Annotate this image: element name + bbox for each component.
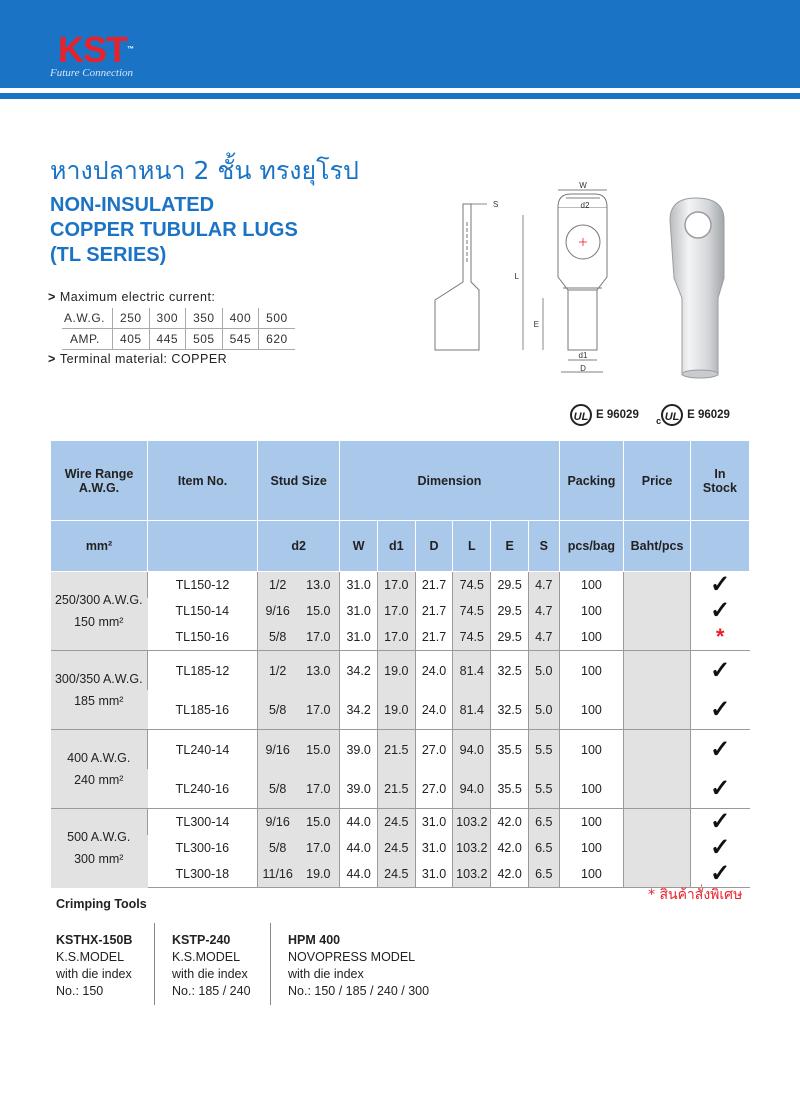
stud-size: 1/2 [258, 572, 298, 599]
D-value: 21.7 [415, 572, 453, 599]
special-order-note: * สินค้าสั่งพิเศษ [648, 887, 743, 903]
sub-L: L [453, 521, 491, 572]
d1-value: 17.0 [378, 572, 416, 599]
price-value [624, 624, 691, 651]
divider [154, 923, 155, 1005]
d2-value: 17.0 [297, 624, 340, 651]
wire-range-cell [51, 572, 148, 651]
S-value: 5.5 [528, 769, 559, 809]
S-value: 5.5 [528, 730, 559, 770]
col-packing: Packing [559, 441, 624, 521]
amp-label: AMP. [62, 329, 113, 350]
S-value: 4.7 [528, 598, 559, 624]
cul-file-number: E 96029 [687, 409, 730, 421]
table-row [51, 572, 750, 599]
awg-value: 300 [149, 308, 186, 329]
col-in-stock: In Stock [690, 441, 749, 521]
d1-label: d1 [578, 351, 588, 360]
check-icon: ✓ [710, 597, 731, 624]
mm2-text: 300 mm² [74, 852, 124, 867]
price-value [624, 598, 691, 624]
awg-text: 400 A.W.G. [67, 751, 131, 765]
awg-text: 500 A.W.G. [67, 830, 131, 845]
tool-name: HPM 400 [288, 933, 341, 947]
amp-value: 545 [222, 329, 259, 350]
col-price: Price [624, 441, 691, 521]
check-icon: ✓ [710, 774, 731, 802]
title-line-3: (TL SERIES) [50, 244, 167, 266]
tagline: Future Connection [50, 67, 133, 79]
mm2-text: 240 mm² [74, 773, 124, 787]
product-table [50, 440, 750, 888]
sub-d2: d2 [258, 521, 340, 572]
w-label: W [579, 182, 587, 190]
E-value: 42.0 [491, 835, 529, 861]
d2-value: 15.0 [297, 809, 340, 836]
stud-size: 5/8 [258, 690, 298, 730]
tool-name: KSTHX-150B [56, 933, 133, 947]
e-label: E [533, 320, 539, 329]
item-no: TL185-16 [148, 690, 258, 730]
stud-size: 5/8 [258, 835, 298, 861]
table-row [51, 690, 750, 730]
d1-value: 24.5 [378, 809, 416, 836]
d1-value: 17.0 [378, 598, 416, 624]
w-value: 44.0 [340, 861, 378, 888]
lug-technical-drawing [425, 182, 625, 377]
product-title [50, 193, 298, 268]
w-value: 34.2 [340, 690, 378, 730]
amp-value: 505 [186, 329, 223, 350]
sub-S: S [528, 521, 559, 572]
packing-value: 100 [559, 572, 624, 599]
L-value: 74.5 [453, 572, 491, 599]
S-value: 6.5 [528, 835, 559, 861]
subheader-row [51, 521, 750, 572]
L-value: 103.2 [453, 809, 491, 836]
tool-die: with die index [56, 967, 132, 981]
w-value: 44.0 [340, 809, 378, 836]
awg-row [62, 308, 295, 329]
stock-check-icon [690, 651, 749, 691]
tool-model: NOVOPRESS MODEL [288, 950, 416, 964]
w-value: 39.0 [340, 769, 378, 809]
packing-value: 100 [559, 835, 624, 861]
w-value: 31.0 [340, 598, 378, 624]
amp-row [62, 329, 295, 350]
stud-size: 9/16 [258, 809, 298, 836]
w-value: 44.0 [340, 835, 378, 861]
material-label [48, 352, 227, 366]
L-value: 74.5 [453, 624, 491, 651]
S-value: 5.0 [528, 690, 559, 730]
E-value: 29.5 [491, 598, 529, 624]
ul-certifications [570, 404, 730, 426]
d1-value: 19.0 [378, 690, 416, 730]
L-value: 81.4 [453, 690, 491, 730]
s-label: S [493, 200, 499, 209]
L-value: 74.5 [453, 598, 491, 624]
S-value: 5.0 [528, 651, 559, 691]
D-value: 21.7 [415, 598, 453, 624]
packing-value: 100 [559, 690, 624, 730]
tool-die: with die index [172, 967, 248, 981]
amp-value: 445 [149, 329, 186, 350]
col-stud-size: Stud Size [258, 441, 340, 521]
c-mark: c [656, 416, 662, 426]
check-icon: ✓ [710, 860, 731, 887]
thai-title: หางปลาหนา 2 ชั้น ทรงยุโรป [50, 156, 359, 185]
packing-value: 100 [559, 769, 624, 809]
d1-value: 17.0 [378, 624, 416, 651]
check-icon: ✓ [710, 571, 731, 598]
sub-w: W [340, 521, 378, 572]
w-value: 34.2 [340, 651, 378, 691]
check-icon: ✓ [710, 834, 731, 861]
S-value: 4.7 [528, 624, 559, 651]
awg-value: 400 [222, 308, 259, 329]
price-value [624, 809, 691, 836]
l-label: L [514, 272, 519, 281]
sub-E: E [491, 521, 529, 572]
awg-value: 250 [113, 308, 150, 329]
crimping-tool [172, 932, 251, 1000]
crimping-tool [56, 932, 132, 1000]
col-item-no: Item No. [148, 441, 258, 521]
item-no: TL300-16 [175, 841, 230, 855]
max-current-label [48, 290, 215, 304]
arrow-icon: > [48, 352, 56, 366]
E-value: 32.5 [491, 651, 529, 691]
item-no: TL300-18 [148, 861, 258, 888]
d2-value: 15.0 [297, 598, 340, 624]
d1-value: 21.5 [378, 730, 416, 770]
stock-check-icon [690, 598, 749, 624]
crimping-tool [288, 932, 429, 1000]
item-no: TL240-14 [148, 730, 258, 770]
packing-value: 100 [559, 624, 624, 651]
stock-check-icon [690, 835, 749, 861]
E-value: 35.5 [491, 730, 529, 770]
kst-logo [58, 29, 133, 70]
arrow-icon: > [48, 290, 56, 304]
D-value: 24.0 [415, 651, 453, 691]
check-icon: ✓ [710, 808, 731, 835]
w-value: 31.0 [340, 572, 378, 599]
d2-value: 17.0 [297, 769, 340, 809]
D-value: 31.0 [415, 835, 453, 861]
divider [270, 923, 271, 1005]
E-value: 32.5 [491, 690, 529, 730]
sub-empty [148, 521, 258, 572]
price-value [624, 572, 691, 599]
D-value: 21.7 [415, 624, 453, 651]
sub-D: D [415, 521, 453, 572]
L-value: 94.0 [453, 769, 491, 809]
header-divider [0, 93, 800, 99]
tool-name: KSTP-240 [172, 933, 231, 947]
check-icon: ✓ [710, 695, 731, 723]
table-row [51, 730, 750, 770]
awg-label: A.W.G. [62, 308, 113, 329]
stock-check-icon [690, 809, 749, 836]
S-value: 6.5 [528, 809, 559, 836]
current-table [62, 308, 295, 350]
L-value: 103.2 [453, 835, 491, 861]
table-row [51, 651, 750, 691]
w-value: 31.0 [340, 624, 378, 651]
awg-text: 250/300 A.W.G. [54, 593, 143, 607]
D-value: 31.0 [415, 809, 453, 836]
w-value: 39.0 [340, 730, 378, 770]
d2-value: 17.0 [297, 835, 340, 861]
stud-size: 11/16 [258, 861, 298, 888]
d2-value: 13.0 [297, 572, 340, 599]
packing-value: 100 [559, 651, 624, 691]
title-line-1: NON-INSULATED [50, 194, 215, 216]
ul-file-number: E 96029 [596, 409, 639, 421]
D-value: 31.0 [415, 861, 453, 888]
material-text: Terminal material: COPPER [59, 352, 228, 366]
d1-value: 24.5 [378, 835, 416, 861]
stud-size: 5/8 [258, 624, 298, 651]
E-value: 42.0 [491, 809, 529, 836]
col-dimension: Dimension [340, 441, 559, 521]
stock-check-icon [690, 730, 749, 770]
stock-check-icon [690, 690, 749, 730]
tool-die-no: No.: 150 / 185 / 240 / 300 [288, 984, 430, 998]
trademark: ™ [127, 46, 133, 53]
d1-value: 21.5 [378, 769, 416, 809]
table-row [51, 598, 750, 624]
sub-d1: d1 [378, 521, 416, 572]
item-no: TL240-16 [148, 769, 258, 809]
ul-logo-icon: UL [570, 404, 592, 426]
check-icon: ✓ [710, 735, 731, 763]
table-row [51, 861, 750, 888]
item-no: TL185-12 [148, 651, 258, 691]
sub-mm2: mm² [51, 521, 148, 572]
logo-text: KST [58, 29, 127, 70]
d2-value: 15.0 [297, 730, 340, 770]
crimping-tools-title: Crimping Tools [56, 897, 147, 911]
E-value: 42.0 [491, 861, 529, 888]
awg-value: 350 [186, 308, 223, 329]
awg-text: 300/350 A.W.G. [54, 672, 143, 686]
L-value: 94.0 [453, 730, 491, 770]
col-wire-range: Wire Range A.W.G. [51, 441, 148, 521]
price-value [624, 769, 691, 809]
tool-model: K.S.MODEL [172, 950, 241, 964]
header-row [51, 441, 750, 521]
lug-photo [660, 190, 750, 380]
d2-label: d2 [580, 201, 590, 210]
d2-value: 19.0 [297, 861, 340, 888]
packing-value: 100 [559, 598, 624, 624]
d-label: D [580, 364, 586, 373]
stud-size: 1/2 [258, 651, 298, 691]
packing-value: 100 [559, 809, 624, 836]
asterisk-icon: * [715, 624, 725, 649]
D-value: 27.0 [415, 769, 453, 809]
awg-value: 500 [259, 308, 295, 329]
mm2-text: 185 mm² [74, 694, 124, 708]
price-value [624, 651, 691, 691]
sub-price: Baht/pcs [624, 521, 691, 572]
tool-die: with die index [288, 967, 364, 981]
wire-range-cell [51, 809, 148, 888]
stud-size: 9/16 [258, 598, 298, 624]
S-value: 4.7 [528, 572, 559, 599]
item-no: TL150-14 [175, 604, 230, 618]
packing-value: 100 [559, 861, 624, 888]
tool-model: K.S.MODEL [56, 950, 125, 964]
max-current-text: Maximum electric current: [59, 290, 216, 304]
stock-check-icon [690, 572, 749, 599]
price-value [624, 730, 691, 770]
item-no: TL150-16 [148, 624, 258, 651]
wire-range-cell [51, 651, 148, 730]
mm2-text: 150 mm² [74, 615, 124, 629]
stud-size: 5/8 [258, 769, 298, 809]
D-value: 24.0 [415, 690, 453, 730]
price-value [624, 690, 691, 730]
E-value: 29.5 [491, 572, 529, 599]
L-value: 81.4 [453, 651, 491, 691]
title-line-2: COPPER TUBULAR LUGS [50, 219, 298, 241]
d2-value: 17.0 [297, 690, 340, 730]
D-value: 27.0 [415, 730, 453, 770]
table-row [51, 835, 750, 861]
amp-value: 620 [259, 329, 295, 350]
tool-die-no: No.: 150 [56, 984, 104, 998]
tool-die-no: No.: 185 / 240 [172, 984, 251, 998]
item-no: TL300-14 [148, 809, 258, 836]
check-icon: ✓ [710, 656, 731, 684]
L-value: 103.2 [453, 861, 491, 888]
special-order-marker [690, 624, 749, 651]
E-value: 29.5 [491, 624, 529, 651]
d1-value: 24.5 [378, 861, 416, 888]
sub-packing: pcs/bag [559, 521, 624, 572]
packing-value: 100 [559, 730, 624, 770]
item-no: TL150-12 [148, 572, 258, 599]
stud-size: 9/16 [258, 730, 298, 770]
sub-stock [690, 521, 749, 572]
table-row [51, 809, 750, 836]
S-value: 6.5 [528, 861, 559, 888]
wire-range-cell [51, 730, 148, 809]
stock-check-icon [690, 769, 749, 809]
E-value: 35.5 [491, 769, 529, 809]
d2-value: 13.0 [297, 651, 340, 691]
cul-logo-icon: UL [661, 404, 683, 426]
table-row [51, 624, 750, 651]
price-value [624, 835, 691, 861]
table-row [51, 769, 750, 809]
d1-value: 19.0 [378, 651, 416, 691]
amp-value: 405 [113, 329, 150, 350]
